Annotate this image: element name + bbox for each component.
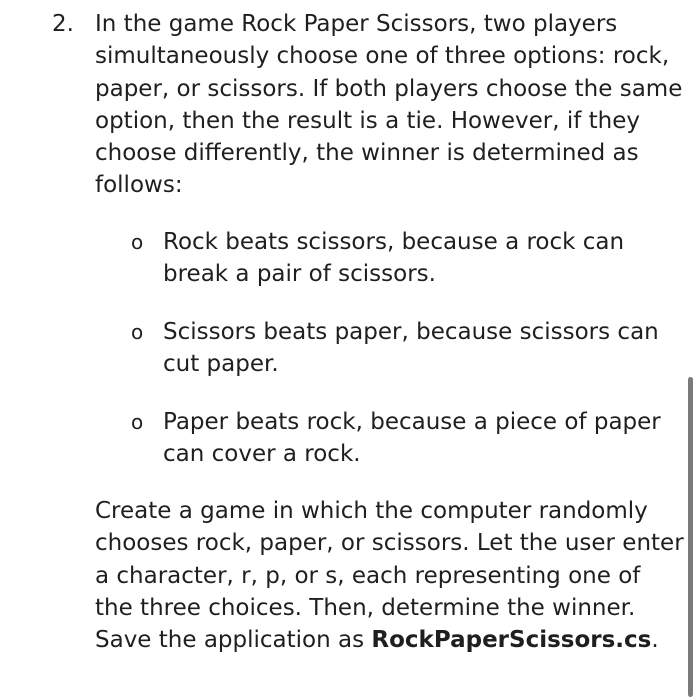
task-instructions xyxy=(95,495,685,656)
filename: RockPaperScissors.cs xyxy=(371,627,652,654)
bullet-marker: o xyxy=(131,230,144,254)
rule-scissors-beats-paper: Scissors beats paper, because scissors can cut paper. xyxy=(163,319,659,378)
bullet-marker: o xyxy=(131,320,144,344)
vertical-scrollbar[interactable] xyxy=(688,377,693,697)
task-text: Create a game in which the computer randomly chooses rock, paper, or scissors. Let the user enter a character, r, p, or s, each representing one of the three choices. Then, determine the winner. Save the application as xyxy=(95,498,684,654)
question-intro: In the game Rock Paper Scissors, two players simultaneously choose one of three options: rock, paper, or scissors. If both players choose the same option, then the result is a tie. However, if they choose differently, the winner is determined as follows: xyxy=(95,11,683,199)
rule-rock-beats-scissors: Rock beats scissors, because a rock can break a pair of scissors. xyxy=(163,229,625,288)
bullet-marker: o xyxy=(131,410,144,434)
question-number: 2. xyxy=(52,11,74,37)
task-end: . xyxy=(651,627,659,654)
rule-paper-beats-rock: Paper beats rock, because a piece of paper can cover a rock. xyxy=(163,409,661,468)
